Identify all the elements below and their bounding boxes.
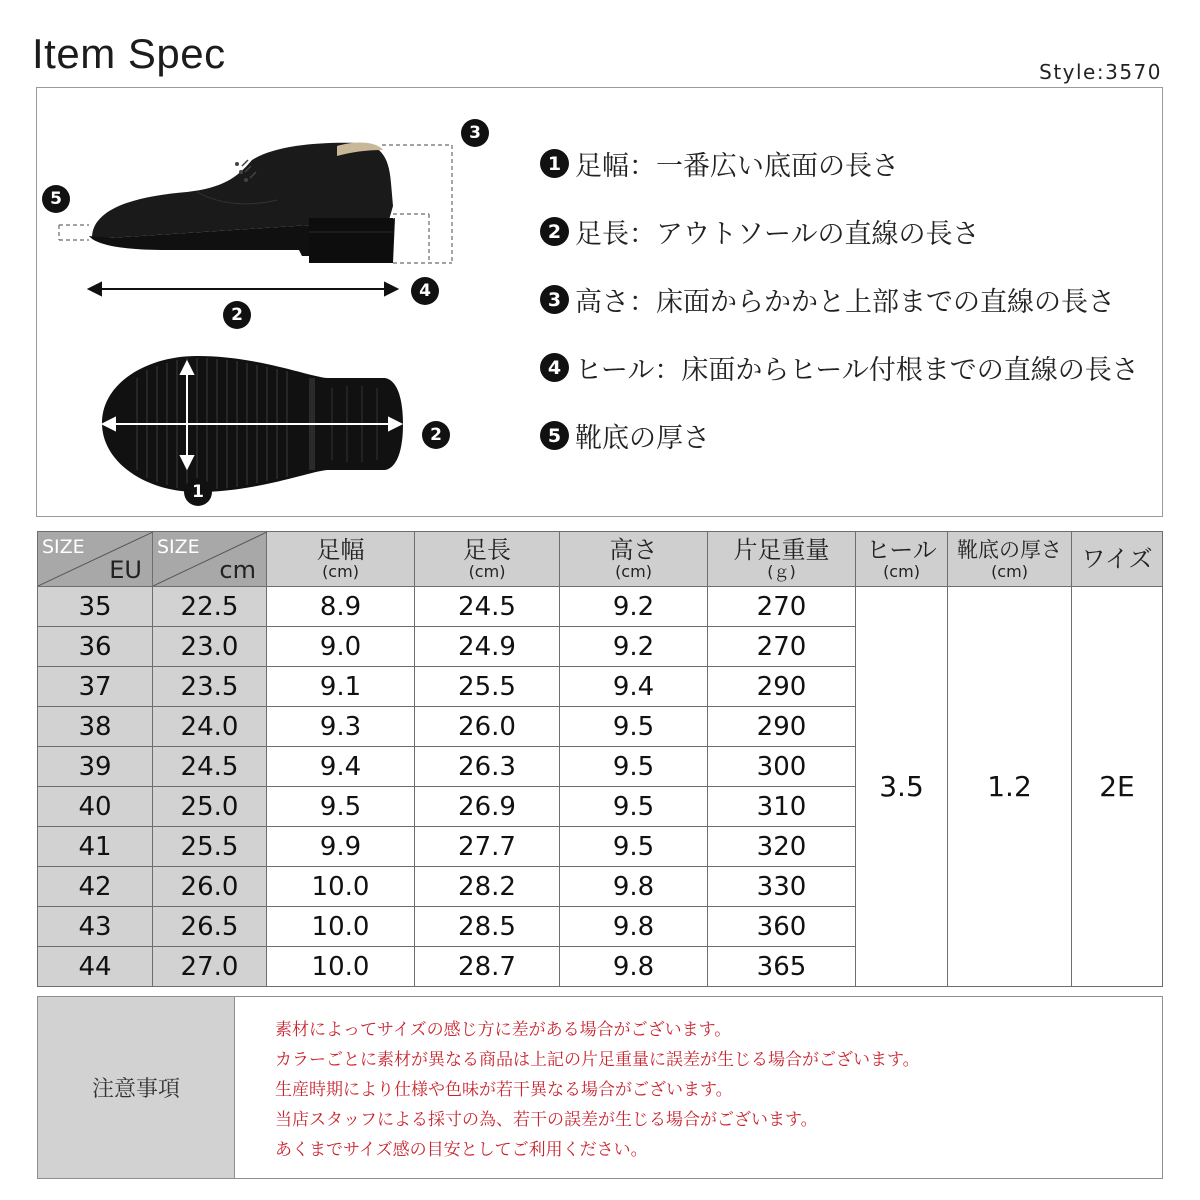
legend-item-height bbox=[540, 280, 1115, 319]
legend-number: 4 bbox=[540, 353, 569, 382]
header-length bbox=[415, 532, 560, 587]
cell-cm: 23.0 bbox=[153, 627, 267, 667]
header-sole-label: 靴底の厚さ bbox=[957, 538, 1062, 562]
legend-item-sole bbox=[540, 416, 710, 455]
legend-item-width bbox=[540, 144, 899, 183]
cell-length: 26.9 bbox=[415, 787, 560, 827]
cell-height: 9.5 bbox=[560, 787, 708, 827]
badge-2-length: 2 bbox=[223, 301, 251, 329]
header-heel-label: ヒール bbox=[866, 536, 937, 564]
cell-weight: 360 bbox=[708, 907, 856, 947]
cell-weight: 290 bbox=[708, 667, 856, 707]
cell-eu: 40 bbox=[38, 787, 153, 827]
header-height-label: 高さ bbox=[609, 536, 658, 564]
cell-eu: 42 bbox=[38, 867, 153, 907]
cell-height: 9.5 bbox=[560, 827, 708, 867]
cell-width: 10.0 bbox=[267, 947, 415, 987]
header-sole bbox=[948, 532, 1072, 587]
cell-cm: 23.5 bbox=[153, 667, 267, 707]
cell-length: 25.5 bbox=[415, 667, 560, 707]
legend-number: 5 bbox=[540, 421, 569, 450]
cell-weight: 300 bbox=[708, 747, 856, 787]
cell-width: 9.3 bbox=[267, 707, 415, 747]
header-size-eu bbox=[38, 532, 153, 587]
page-title: Item Spec bbox=[32, 30, 226, 77]
header-weight bbox=[708, 532, 856, 587]
header-wise bbox=[1072, 532, 1163, 587]
cell-height: 9.5 bbox=[560, 747, 708, 787]
cell-height: 9.4 bbox=[560, 667, 708, 707]
cell-weight: 270 bbox=[708, 627, 856, 667]
header-length-unit: (cm) bbox=[468, 562, 506, 581]
cm-label: cm bbox=[219, 556, 256, 584]
notes-label: 注意事項 bbox=[38, 997, 235, 1178]
cell-height: 9.8 bbox=[560, 867, 708, 907]
notes-section bbox=[37, 996, 1163, 1179]
header-width bbox=[267, 532, 415, 587]
badge-3: 3 bbox=[461, 119, 489, 147]
style-code: Style:3570 bbox=[1039, 60, 1162, 84]
size-spec-table bbox=[37, 531, 1163, 987]
header-heel-unit: (cm) bbox=[883, 562, 920, 581]
cell-weight: 310 bbox=[708, 787, 856, 827]
cell-eu: 39 bbox=[38, 747, 153, 787]
cell-wise-shared: 2E bbox=[1072, 587, 1163, 987]
legend-text: 高さ：床面からかかと上部までの直線の長さ bbox=[575, 287, 1115, 318]
cell-width: 8.9 bbox=[267, 587, 415, 627]
header-width-label: 足幅 bbox=[316, 536, 365, 564]
legend-number: 2 bbox=[540, 217, 569, 246]
cell-height: 9.8 bbox=[560, 947, 708, 987]
cell-length: 26.0 bbox=[415, 707, 560, 747]
cell-cm: 24.5 bbox=[153, 747, 267, 787]
cell-width: 9.9 bbox=[267, 827, 415, 867]
header-weight-label: 片足重量 bbox=[733, 536, 830, 564]
cell-width: 9.1 bbox=[267, 667, 415, 707]
cell-weight: 330 bbox=[708, 867, 856, 907]
legend-item-heel bbox=[540, 348, 1139, 387]
header-size-cm bbox=[153, 532, 267, 587]
note-line: 当店スタッフによる採寸の為、若干の誤差が生じる場合がございます。 bbox=[275, 1110, 818, 1130]
legend-number: 3 bbox=[540, 285, 569, 314]
cell-length: 24.5 bbox=[415, 587, 560, 627]
cell-width: 10.0 bbox=[267, 867, 415, 907]
badge-4: 4 bbox=[411, 277, 439, 305]
cell-length: 26.3 bbox=[415, 747, 560, 787]
cell-width: 9.0 bbox=[267, 627, 415, 667]
eu-label: EU bbox=[109, 556, 142, 584]
cell-eu: 35 bbox=[38, 587, 153, 627]
cell-length: 28.5 bbox=[415, 907, 560, 947]
cell-height: 9.2 bbox=[560, 627, 708, 667]
legend-text: 足幅：一番広い底面の長さ bbox=[575, 151, 899, 182]
cell-eu: 44 bbox=[38, 947, 153, 987]
header-length-label: 足長 bbox=[463, 536, 511, 564]
cell-sole-shared: 1.2 bbox=[948, 587, 1072, 987]
legend-item-length bbox=[540, 212, 979, 251]
header-wise-label: ワイズ bbox=[1081, 545, 1153, 573]
cell-eu: 36 bbox=[38, 627, 153, 667]
badge-1: 1 bbox=[184, 478, 212, 506]
cell-height: 9.5 bbox=[560, 707, 708, 747]
note-line: 素材によってサイズの感じ方に差がある場合がございます。 bbox=[275, 1020, 732, 1040]
cell-length: 28.7 bbox=[415, 947, 560, 987]
cell-length: 24.9 bbox=[415, 627, 560, 667]
table-row bbox=[38, 587, 1163, 627]
cell-width: 10.0 bbox=[267, 907, 415, 947]
shoe-side-view bbox=[89, 143, 395, 263]
cell-heel-shared: 3.5 bbox=[856, 587, 948, 987]
cell-cm: 24.0 bbox=[153, 707, 267, 747]
legend-text: ヒール：床面からヒール付根までの直線の長さ bbox=[575, 355, 1139, 386]
header-height-unit: (cm) bbox=[615, 562, 652, 581]
header-heel bbox=[856, 532, 948, 587]
cell-weight: 290 bbox=[708, 707, 856, 747]
cell-width: 9.5 bbox=[267, 787, 415, 827]
note-line: 生産時期により仕様や色味が若干異なる場合がございます。 bbox=[275, 1080, 733, 1100]
legend-text: 足長：アウトソールの直線の長さ bbox=[575, 219, 980, 250]
table-header-row bbox=[38, 532, 1163, 587]
cell-cm: 26.0 bbox=[153, 867, 267, 907]
cell-weight: 270 bbox=[708, 587, 856, 627]
badge-5: 5 bbox=[42, 185, 70, 213]
legend-number: 1 bbox=[540, 149, 569, 178]
cell-eu: 37 bbox=[38, 667, 153, 707]
cell-height: 9.8 bbox=[560, 907, 708, 947]
shoe-illustration bbox=[37, 88, 537, 516]
badge-2-sole: 2 bbox=[422, 421, 450, 449]
cell-cm: 27.0 bbox=[153, 947, 267, 987]
cell-length: 28.2 bbox=[415, 867, 560, 907]
note-line: あくまでサイズ感の目安としてご利用ください。 bbox=[275, 1140, 648, 1160]
size-label: SIZE bbox=[157, 536, 200, 558]
cell-width: 9.4 bbox=[267, 747, 415, 787]
cell-cm: 22.5 bbox=[153, 587, 267, 627]
cell-eu: 41 bbox=[38, 827, 153, 867]
notes-list bbox=[235, 997, 920, 1178]
cell-length: 27.7 bbox=[415, 827, 560, 867]
cell-cm: 25.0 bbox=[153, 787, 267, 827]
header-weight-unit: (ｇ) bbox=[767, 562, 796, 581]
cell-eu: 43 bbox=[38, 907, 153, 947]
cell-weight: 320 bbox=[708, 827, 856, 867]
header-height bbox=[560, 532, 708, 587]
header-width-unit: (cm) bbox=[322, 562, 359, 581]
cell-eu: 38 bbox=[38, 707, 153, 747]
cell-cm: 26.5 bbox=[153, 907, 267, 947]
size-label: SIZE bbox=[42, 536, 85, 558]
cell-weight: 365 bbox=[708, 947, 856, 987]
header-sole-unit: (cm) bbox=[991, 562, 1028, 581]
note-line: カラーごとに素材が異なる商品は上記の片足重量に誤差が生じる場合がございます。 bbox=[275, 1050, 920, 1070]
legend-text: 靴底の厚さ bbox=[575, 423, 710, 454]
cell-height: 9.2 bbox=[560, 587, 708, 627]
cell-cm: 25.5 bbox=[153, 827, 267, 867]
